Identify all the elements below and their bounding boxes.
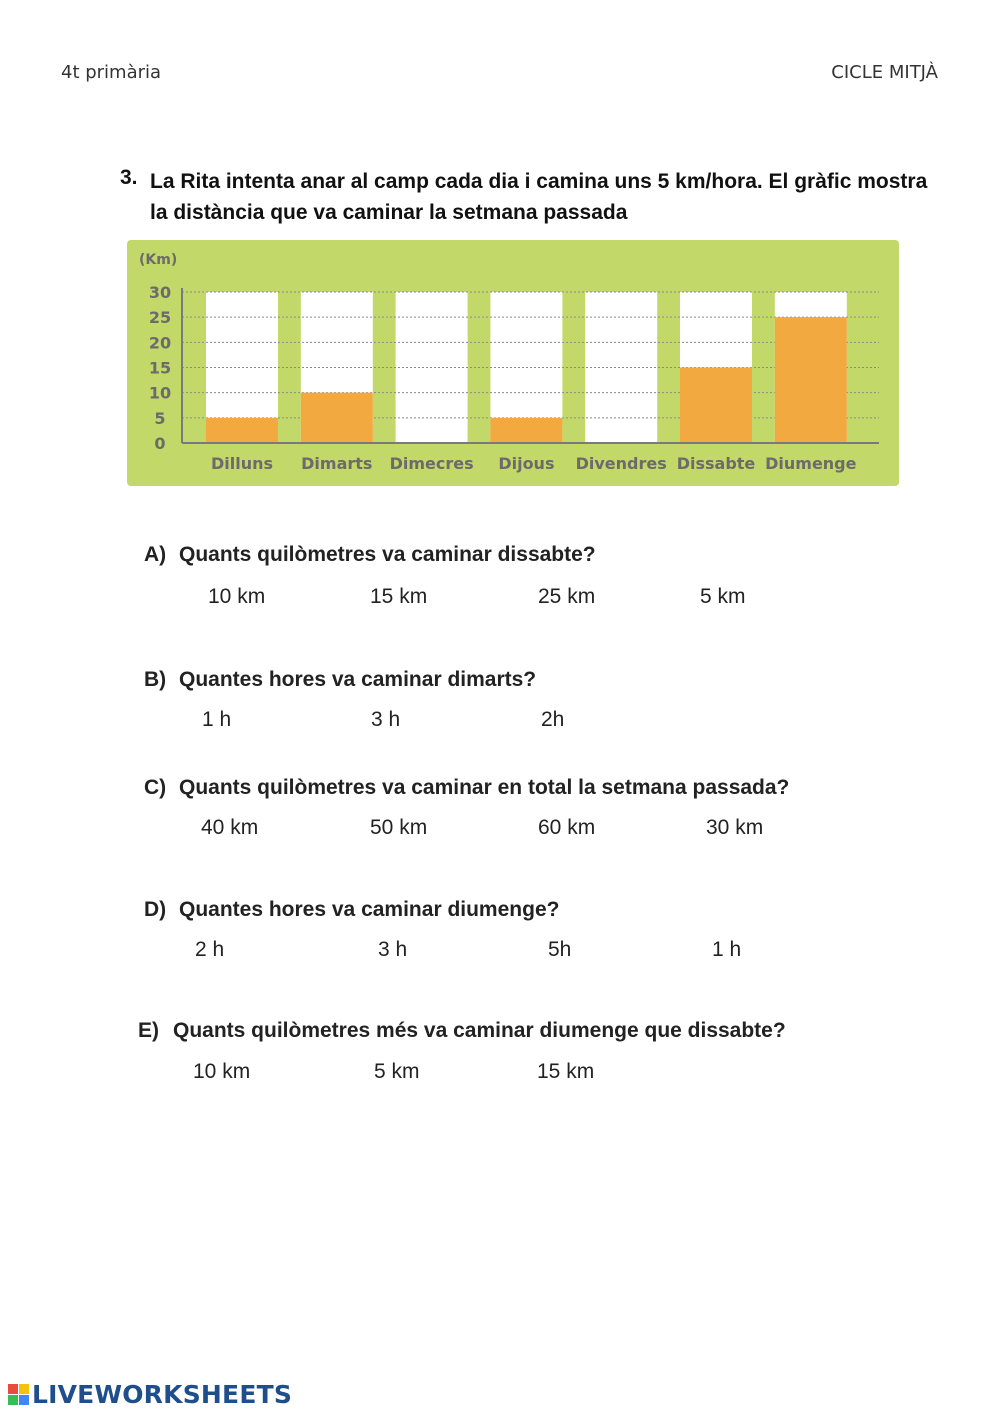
bar-dilluns <box>206 418 278 443</box>
option-c-4[interactable]: 30 km <box>706 816 764 839</box>
subquestion-e <box>138 1019 786 1043</box>
subquestion-c <box>144 776 789 800</box>
option-b-3[interactable]: 2h <box>541 708 565 731</box>
x-label-dijous: Dijous <box>498 454 555 473</box>
logo-square-2 <box>19 1384 29 1394</box>
x-label-dilluns: Dilluns <box>210 454 274 473</box>
option-d-1[interactable]: 2 h <box>195 938 225 961</box>
chart-svg <box>127 240 899 486</box>
y-tick-label-5: 5 <box>154 408 166 428</box>
option-e-2[interactable]: 5 km <box>374 1060 420 1083</box>
footer-brand[interactable] <box>8 1380 292 1409</box>
subquestion-a <box>144 543 596 567</box>
x-label-dimecres: Dimecres <box>389 454 474 473</box>
subquestion-e-text: Quants quilòmetres més va caminar diumenge que dissabte? <box>173 1019 786 1042</box>
y-tick-label-0: 0 <box>154 434 166 453</box>
question-number: 3. <box>120 166 138 189</box>
bar-diumenge <box>775 317 847 443</box>
subquestion-d-text: Quantes hores va caminar diumenge? <box>179 898 560 921</box>
option-d-3[interactable]: 5h <box>548 938 572 961</box>
x-label-dimarts: Dimarts <box>301 454 373 473</box>
subquestion-a-text: Quants quilòmetres va caminar dissabte? <box>179 543 596 566</box>
x-label-diumenge: Diumenge <box>765 454 857 473</box>
y-tick-label-15: 15 <box>148 358 172 378</box>
y-tick-label-25: 25 <box>148 308 172 328</box>
bar-dissabte <box>680 368 752 444</box>
x-label-dissabte: Dissabte <box>676 454 756 473</box>
subquestion-d <box>144 898 559 922</box>
liveworksheets-logo-icon <box>8 1384 29 1405</box>
bar-dimarts <box>301 393 373 443</box>
option-a-2[interactable]: 15 km <box>370 585 428 608</box>
option-a-1[interactable]: 10 km <box>208 585 266 608</box>
distance-bar-chart <box>127 240 899 486</box>
subquestion-b-text: Quantes hores va caminar dimarts? <box>179 668 537 691</box>
subquestion-c-letter: C) <box>144 776 167 799</box>
option-e-1[interactable]: 10 km <box>193 1060 251 1083</box>
option-c-1[interactable]: 40 km <box>201 816 259 839</box>
header-cycle: CICLE MITJÀ <box>831 62 938 83</box>
y-tick-label-10: 10 <box>148 383 172 403</box>
y-axis-label: (Km) <box>139 252 178 268</box>
y-tick-label-20: 20 <box>148 333 172 353</box>
subquestion-b <box>144 668 536 692</box>
header-grade: 4t primària <box>61 62 162 83</box>
option-a-3[interactable]: 25 km <box>538 585 596 608</box>
logo-square-1 <box>8 1384 18 1394</box>
subquestion-b-letter: B) <box>144 668 167 691</box>
option-e-3[interactable]: 15 km <box>537 1060 595 1083</box>
logo-square-3 <box>8 1395 18 1405</box>
subquestion-e-letter: E) <box>138 1019 159 1042</box>
x-label-divendres: Divendres <box>575 454 667 473</box>
logo-square-4 <box>19 1395 29 1405</box>
subquestion-c-text: Quants quilòmetres va caminar en total la setmana passada? <box>179 776 790 799</box>
bar-dijous <box>490 418 562 443</box>
footer-brand-text: LIVEWORKSHEETS <box>32 1380 293 1409</box>
option-a-4[interactable]: 5 km <box>700 585 746 608</box>
option-b-1[interactable]: 1 h <box>202 708 232 731</box>
subquestion-d-letter: D) <box>144 898 167 921</box>
option-c-2[interactable]: 50 km <box>370 816 428 839</box>
y-tick-label-30: 30 <box>148 283 172 302</box>
option-d-4[interactable]: 1 h <box>712 938 742 961</box>
option-c-3[interactable]: 60 km <box>538 816 596 839</box>
option-b-2[interactable]: 3 h <box>371 708 401 731</box>
subquestion-a-letter: A) <box>144 543 167 566</box>
option-d-2[interactable]: 3 h <box>378 938 408 961</box>
question-text: La Rita intenta anar al camp cada dia i camina uns 5 km/hora. El gràfic mostra la distància que va caminar la setmana passada <box>150 170 928 224</box>
